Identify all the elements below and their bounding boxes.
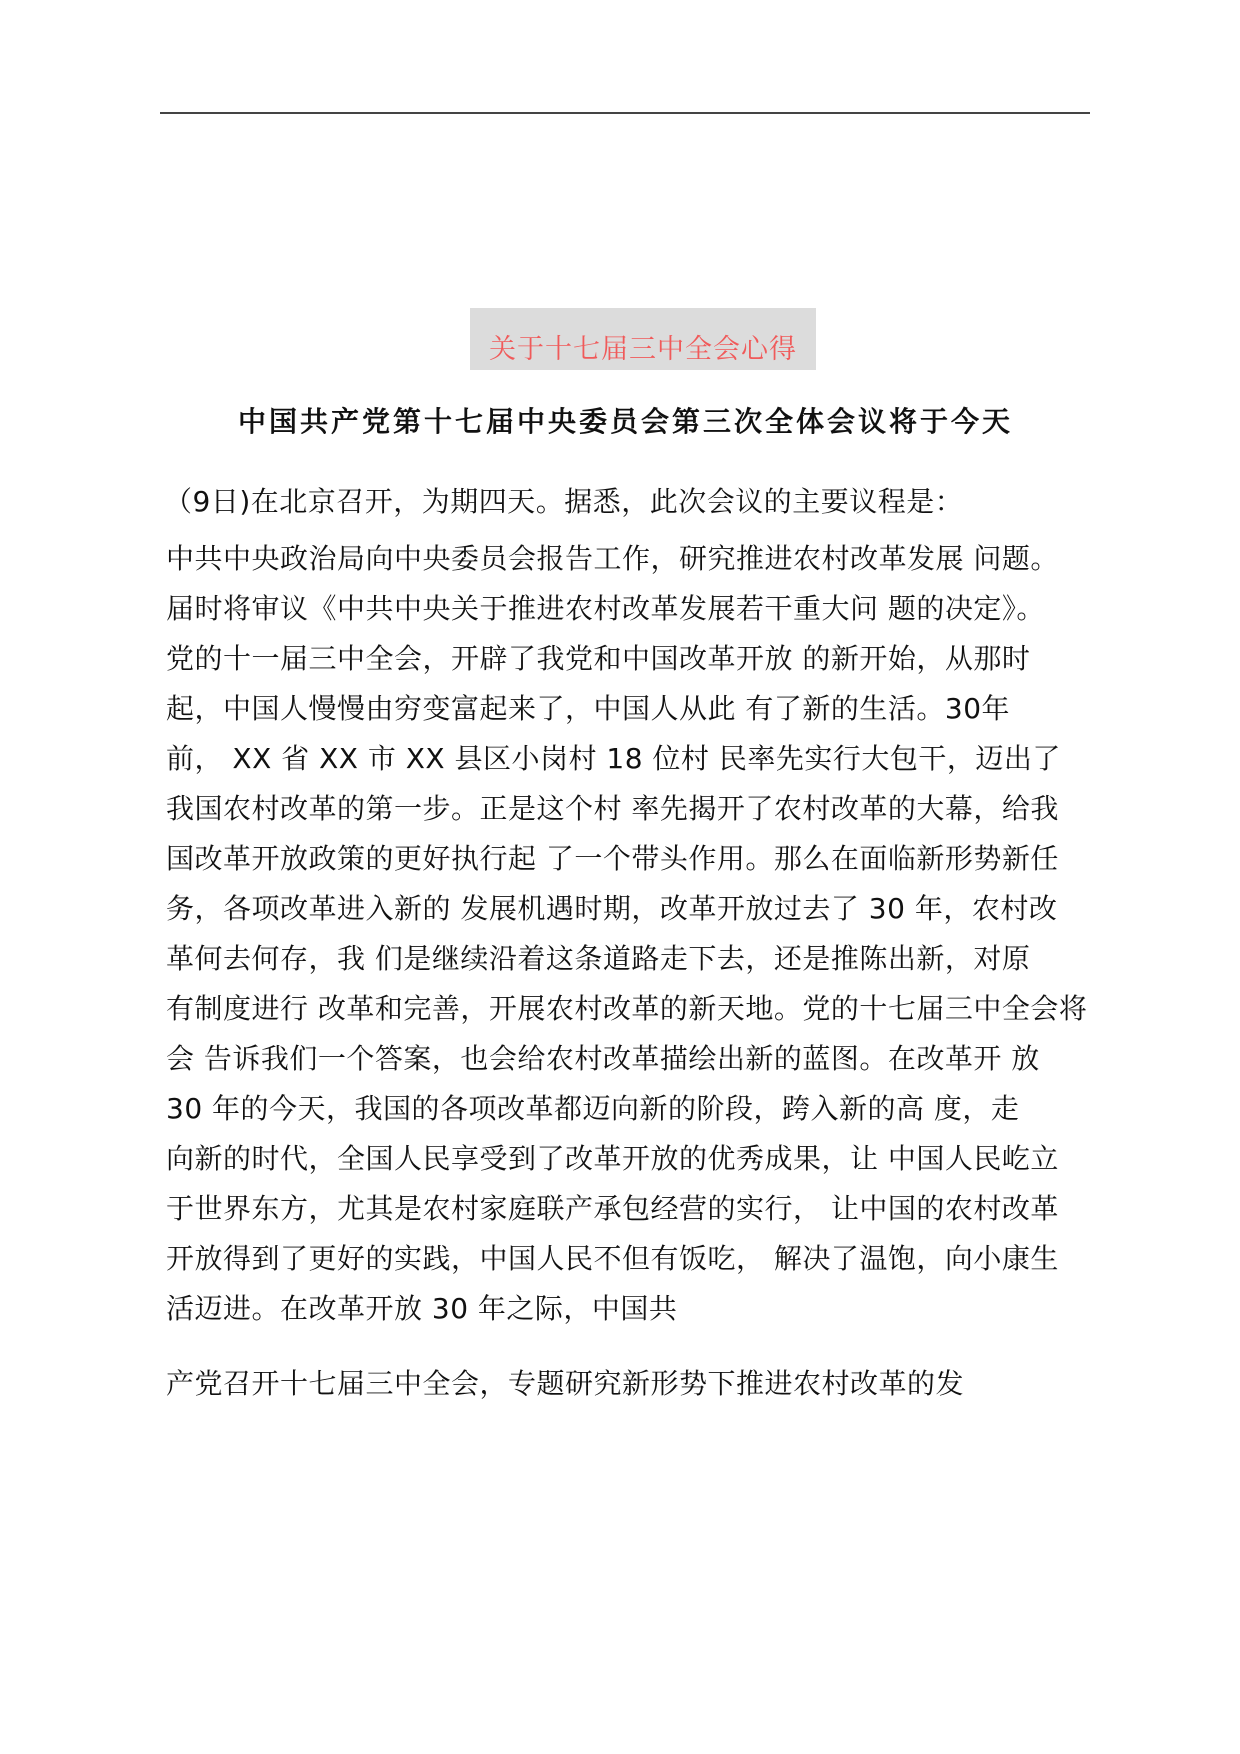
body-line-4: 党的十一届三中全会，开辟了我党和中国改革开放 的新开始，从那时 — [166, 642, 1031, 675]
body-line-15: 于世界东方，尤其是农村家庭联产承包经营的实行， 让中国的农村改革 — [166, 1192, 1059, 1225]
body-line-8: 国改革开放政策的更好执行起 了一个带头作用。那么在面临新形势新任 — [166, 842, 1059, 875]
header-rule — [160, 112, 1090, 114]
body-line-16: 开放得到了更好的实践，中国人民不但有饭吃， 解决了温饱，向小康生 — [166, 1242, 1059, 1275]
body-line-12: 会 告诉我们一个答案，也会给农村改革描绘出新的蓝图。在改革开 放 — [166, 1042, 1040, 1075]
body-line-6: 前， XX 省 XX 市 XX 县区小岗村 18 位村 民率先实行大包干，迈出了 — [166, 742, 1061, 775]
body-line-2: 中共中央政治局向中央委员会报告工作，研究推进农村改革发展 问题。 — [166, 542, 1059, 575]
body-line-3: 届时将审议《中共中央关于推进农村改革发展若干重大问 题的决定》。 — [166, 592, 1045, 625]
body-line-9: 务，各项改革进入新的 发展机遇时期，改革开放过去了 30 年，农村改 — [166, 892, 1058, 925]
document-title-box — [470, 308, 816, 370]
body-line-10: 革何去何存，我 们是继续沿着这条道路走下去，还是推陈出新，对原 — [166, 942, 1031, 975]
document-title: 关于十七届三中全会心得 — [489, 333, 797, 365]
document-subtitle: 中国共产党第十七届中央委员会第三次全体会议将于今天 — [238, 405, 1014, 438]
body-line-14: 向新的时代，全国人民享受到了改革开放的优秀成果，让 中国人民屹立 — [166, 1142, 1059, 1175]
body-line-7: 我国农村改革的第一步。正是这个村 率先揭开了农村改革的大幕，给我 — [166, 792, 1059, 825]
body-line-13: 30 年的今天，我国的各项改革都迈向新的阶段，跨入新的高 度，走 — [166, 1092, 1020, 1125]
body-line-17: 活迈进。在改革开放 30 年之际，中国共 — [166, 1292, 678, 1325]
body-line-1: （9日)在北京召开，为期四天。据悉，此次会议的主要议程是： — [164, 485, 964, 518]
body-line-11: 有制度进行 改革和完善，开展农村改革的新天地。党的十七届三中全会将 — [166, 992, 1088, 1025]
body-line-5: 起，中国人慢慢由穷变富起来了，中国人从此 有了新的生活。30年 — [166, 692, 1011, 725]
body-line-18: 产党召开十七届三中全会，专题研究新形势下推进农村改革的发 — [166, 1367, 965, 1400]
